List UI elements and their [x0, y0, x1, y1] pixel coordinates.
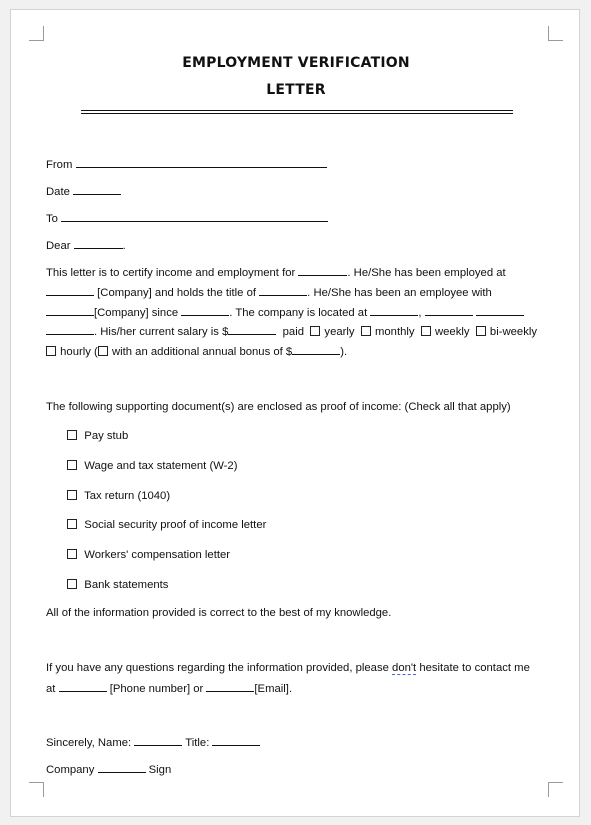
- body-text: [Company] since: [94, 307, 179, 319]
- margin-corner-bottom-left: [29, 782, 44, 797]
- dear-line[interactable]: [46, 238, 126, 253]
- weekly-label: weekly: [434, 326, 470, 338]
- to-line[interactable]: [46, 211, 328, 226]
- body-text: [Phone number] or: [109, 683, 204, 695]
- to-label: To: [46, 213, 58, 225]
- body-line-2[interactable]: [46, 285, 492, 300]
- yearly-label: yearly: [324, 326, 355, 338]
- title-rule-top: [81, 110, 513, 111]
- margin-corner-top-right: [548, 26, 563, 41]
- body-text: If you have any questions regarding the information provided, please: [46, 662, 389, 674]
- document-label: Wage and tax statement (W-2): [84, 460, 238, 472]
- phone-blank[interactable]: [59, 681, 107, 692]
- body-text: paid: [282, 326, 304, 338]
- yearly-checkbox[interactable]: [310, 326, 320, 336]
- address-blank-2[interactable]: [425, 305, 473, 316]
- spellcheck-word[interactable]: don't: [392, 662, 417, 674]
- body-text: [Company] and holds the title of: [97, 287, 257, 299]
- date-blank[interactable]: [73, 184, 121, 195]
- document-item[interactable]: [67, 518, 266, 532]
- salary-blank[interactable]: [228, 324, 276, 335]
- from-line[interactable]: [46, 157, 327, 172]
- company-sign-blank[interactable]: [98, 762, 146, 773]
- document-label: Tax return (1040): [84, 490, 171, 502]
- company-line[interactable]: [46, 762, 171, 777]
- body-text: . His/her current salary is $: [94, 326, 229, 338]
- dear-label: Dear: [46, 240, 71, 252]
- contact-line-1[interactable]: [46, 661, 530, 675]
- sincerely-line[interactable]: [46, 735, 260, 750]
- body-line-4[interactable]: [46, 324, 537, 339]
- employee-name-blank-2[interactable]: [46, 305, 94, 316]
- document-page: [10, 9, 580, 817]
- document-label: Workers' compensation letter: [84, 549, 231, 561]
- body-text: . He/She has been employed at: [347, 267, 506, 279]
- body-text: ).: [340, 346, 348, 358]
- hourly-checkbox[interactable]: [46, 346, 56, 356]
- sincerely-label: Sincerely, Name:: [46, 737, 132, 749]
- document-checkbox[interactable]: [67, 430, 77, 440]
- dear-blank[interactable]: [74, 238, 123, 249]
- monthly-checkbox[interactable]: [361, 326, 371, 336]
- start-date-blank[interactable]: [181, 305, 229, 316]
- document-checkbox[interactable]: [67, 549, 77, 559]
- document-item[interactable]: [67, 578, 168, 592]
- certify-statement[interactable]: All of the information provided is correct to the best of my knowledge.: [46, 607, 392, 619]
- documents-intro[interactable]: The following supporting document(s) are enclosed as proof of income: (Check all that apply): [46, 401, 511, 413]
- document-checkbox[interactable]: [67, 519, 77, 529]
- document-item[interactable]: [67, 459, 237, 473]
- body-text: . He/She has been an employee with: [307, 287, 492, 299]
- company-blank[interactable]: [46, 285, 94, 296]
- employee-name-blank[interactable]: [298, 265, 347, 276]
- hourly-label: hourly (: [60, 346, 98, 358]
- to-blank[interactable]: [61, 211, 328, 222]
- document-item[interactable]: [67, 489, 170, 503]
- body-text: . The company is located at: [229, 307, 368, 319]
- bi-weekly-label: bi-weekly: [489, 326, 538, 338]
- from-blank[interactable]: [76, 157, 327, 168]
- margin-corner-top-left: [29, 26, 44, 41]
- body-line-1[interactable]: [46, 265, 506, 280]
- bonus-blank[interactable]: [292, 344, 340, 355]
- name-blank[interactable]: [134, 735, 182, 746]
- doc-title-line2[interactable]: LETTER: [266, 82, 326, 98]
- dear-period: .: [122, 240, 126, 252]
- email-blank[interactable]: [206, 681, 254, 692]
- from-label: From: [46, 159, 73, 171]
- weekly-checkbox[interactable]: [421, 326, 431, 336]
- sign-label: Sign: [148, 764, 172, 776]
- body-line-3[interactable]: [46, 305, 524, 320]
- company-label: Company: [46, 764, 95, 776]
- monthly-label: monthly: [374, 326, 415, 338]
- body-text: ,: [418, 307, 422, 319]
- body-line-5[interactable]: [46, 344, 347, 359]
- date-line[interactable]: [46, 184, 121, 199]
- bonus-label: with an additional annual bonus of $: [111, 346, 293, 358]
- body-text: hesitate to contact me: [419, 662, 530, 674]
- bonus-checkbox[interactable]: [98, 346, 108, 356]
- document-checkbox[interactable]: [67, 579, 77, 589]
- job-title-blank[interactable]: [259, 285, 307, 296]
- document-label: Social security proof of income letter: [84, 519, 267, 531]
- body-text: at: [46, 683, 56, 695]
- body-text: This letter is to certify income and employment for: [46, 267, 296, 279]
- document-label: Bank statements: [84, 579, 169, 591]
- title-blank[interactable]: [212, 735, 260, 746]
- date-label: Date: [46, 186, 70, 198]
- bi-weekly-checkbox[interactable]: [476, 326, 486, 336]
- document-checkbox[interactable]: [67, 490, 77, 500]
- address-blank-3[interactable]: [476, 305, 524, 316]
- margin-corner-bottom-right: [548, 782, 563, 797]
- body-text: [Email].: [254, 683, 293, 695]
- address-blank-4[interactable]: [46, 324, 94, 335]
- document-item[interactable]: [67, 429, 128, 443]
- document-item[interactable]: [67, 548, 230, 562]
- doc-title-line1[interactable]: EMPLOYMENT VERIFICATION: [182, 55, 410, 71]
- document-label: Pay stub: [84, 430, 129, 442]
- title-rule-bottom: [81, 113, 513, 114]
- document-checkbox[interactable]: [67, 460, 77, 470]
- title-label: Title:: [185, 737, 210, 749]
- address-blank-1[interactable]: [370, 305, 418, 316]
- contact-line-2[interactable]: [46, 681, 292, 696]
